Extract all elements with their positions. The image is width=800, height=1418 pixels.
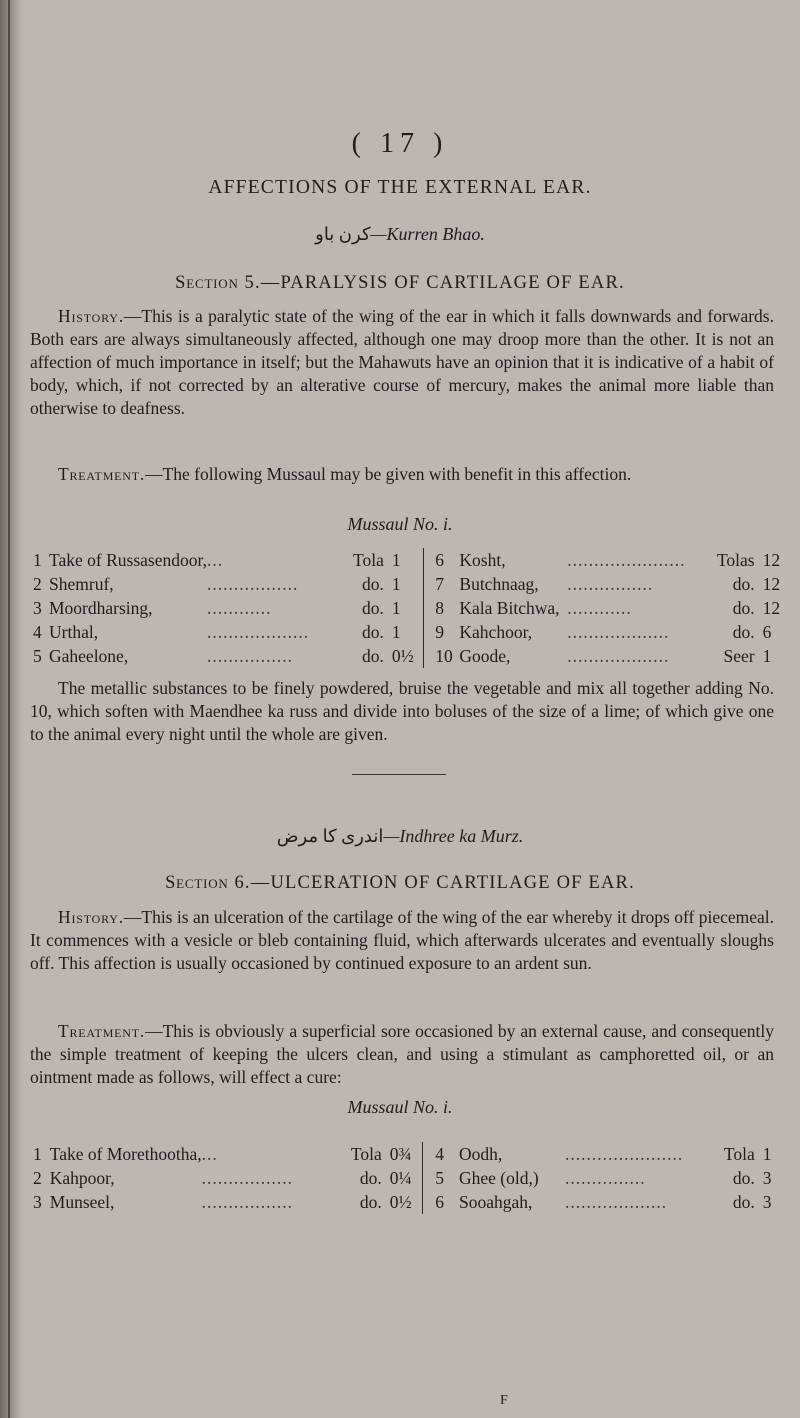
leader-dots: ... — [206, 549, 224, 570]
ingredient-number: 3 — [33, 597, 42, 618]
ingredient-quantity: 0½ — [389, 1191, 412, 1212]
ingredient-quantity: 3 — [762, 1191, 772, 1212]
leader-dots: ...................... — [567, 549, 686, 570]
ingredient-unit: do. — [362, 597, 384, 618]
column-divider — [424, 548, 435, 572]
leader-dots: ... — [201, 1143, 218, 1164]
ingredient-number: 5 — [33, 645, 42, 666]
ingredient-quantity: 3 — [762, 1167, 772, 1188]
ingredient-unit: do. — [359, 1167, 382, 1188]
ingredient-number: 2 — [33, 573, 42, 594]
ingredient-number: 9 — [435, 621, 444, 642]
ingredient-unit: do. — [732, 621, 755, 642]
ingredient-number: 6 — [435, 549, 444, 570]
ingredient-number: 4 — [435, 1143, 445, 1164]
leader-dots: ............ — [206, 597, 272, 618]
section6-treatment-label: Treatment. — [58, 1021, 146, 1041]
leader-dots: ................... — [567, 621, 670, 642]
ingredient-number: 1 — [33, 549, 42, 570]
leader-dots: ................. — [201, 1167, 293, 1188]
leader-dots: ................ — [567, 573, 654, 594]
leader-dots: ................. — [201, 1191, 293, 1212]
ingredient-quantity: 12 — [762, 549, 781, 570]
ingredient-number: 8 — [435, 597, 444, 618]
recipe-row — [33, 1190, 790, 1214]
ingredient-unit: do. — [732, 1191, 755, 1212]
ingredient-name: Kahpoor, — [49, 1167, 115, 1188]
section6-history-text: —This is an ulceration of the cartilage of the wing of the ear whereby it drops off piecemeal. It commences with a vesicle or bleb containing fluid, which afterwards ulcerates and eventually sloughs off. This affection is usually occasioned by continued exposure to an ardent sun. — [30, 907, 774, 973]
ingredient-number: 4 — [33, 621, 42, 642]
ingredient-unit: Tola — [350, 1143, 382, 1164]
ingredient-quantity: 12 — [762, 597, 781, 618]
ingredient-name: Take of Morethootha, — [49, 1143, 202, 1164]
section6-history — [30, 906, 774, 975]
ingredient-name: Gaheelone, — [49, 645, 129, 666]
ingredient-unit: Tola — [723, 1143, 755, 1164]
column-divider — [423, 1166, 436, 1190]
leader-dots: ................... — [567, 645, 670, 666]
ingredient-number: 3 — [33, 1191, 42, 1212]
ingredient-number: 1 — [33, 1143, 42, 1164]
page-content — [30, 0, 790, 1418]
section6-treatment — [30, 1020, 774, 1089]
section5-treatment-text: —The following Mussaul may be given with benefit in this affection. — [145, 464, 632, 484]
ingredient-name: Goode, — [459, 645, 511, 666]
section6-vernacular-translit: —Indhree ka Murz. — [383, 826, 524, 846]
recipe-row — [33, 620, 790, 644]
section5-vernacular-native: کرن باو — [315, 224, 371, 244]
leader-dots: ................ — [206, 645, 293, 666]
section5-treatment-label: Treatment. — [58, 464, 146, 484]
section6-title-rest: 6.—ULCERATION OF CARTILAGE OF EAR. — [234, 873, 635, 893]
ingredient-unit: do. — [732, 1167, 755, 1188]
section6-recipe-title: Mussaul No. i. — [347, 1097, 453, 1117]
recipe-row — [33, 572, 790, 596]
section6-treatment-text: —This is obviously a superficial sore occasioned by an external cause, and consequently the simple treatment of keeping the ulcers clean, and using a stimulant as camphoretted oil, or an ointment made as follows, will effect a cure: — [30, 1021, 774, 1087]
ingredient-number: 5 — [435, 1167, 445, 1188]
leader-dots: ............ — [567, 597, 632, 618]
ingredient-quantity: 1 — [391, 597, 401, 618]
section6-title-word: Section — [165, 873, 229, 893]
leader-dots: ................... — [206, 621, 310, 642]
page-binding-shadow — [0, 0, 22, 1418]
chapter-title: AFFECTIONS OF THE EXTERNAL EAR. — [208, 177, 592, 198]
ingredient-unit: Seer — [723, 645, 755, 666]
ingredient-unit: do. — [732, 597, 755, 618]
ingredient-name: Ghee (old,) — [459, 1167, 539, 1188]
column-divider — [424, 644, 435, 668]
page-edge-line — [8, 0, 10, 1418]
leader-dots: ................. — [206, 573, 299, 594]
ingredient-name: Take of Russasendoor, — [49, 549, 207, 570]
section6-history-label: History. — [58, 907, 124, 927]
ingredient-name: Sooahgah, — [459, 1191, 533, 1212]
section5-directions: The metallic substances to be finely powdered, bruise the vegetable and mix all together adding No. 10, which soften with Maendhee ka russ and divide into boluses of the size of a lime; of which give one to the animal every night until the whole are given. — [30, 678, 774, 744]
ingredient-name: Oodh, — [459, 1143, 503, 1164]
section6-title — [30, 873, 770, 894]
ingredient-quantity: 1 — [762, 645, 772, 666]
section5-title-rest: 5.—PARALYSIS OF CARTILAGE OF EAR. — [244, 273, 625, 293]
section6-vernacular — [30, 826, 770, 847]
ingredient-name: Kosht, — [459, 549, 506, 570]
ingredient-unit: do. — [362, 621, 384, 642]
ingredient-quantity: 1 — [391, 573, 401, 594]
ingredient-name: Kahchoor, — [459, 621, 533, 642]
column-divider — [424, 596, 435, 620]
ingredient-name: Urthal, — [49, 621, 99, 642]
column-divider — [424, 620, 435, 644]
ingredient-number: 10 — [435, 645, 453, 666]
section5-title-word: Section — [175, 273, 239, 293]
ingredient-quantity: 1 — [391, 549, 401, 570]
section5-title — [30, 273, 770, 294]
section5-recipe-title: Mussaul No. i. — [347, 514, 453, 534]
section-divider — [352, 774, 446, 775]
column-divider — [423, 1190, 436, 1214]
leader-dots: ............... — [564, 1167, 646, 1188]
ingredient-quantity: 12 — [762, 573, 781, 594]
leader-dots: ...................... — [564, 1143, 684, 1164]
ingredient-unit: do. — [359, 1191, 382, 1212]
ingredient-unit: Tolas — [716, 549, 755, 570]
section5-history-label: History. — [58, 306, 124, 326]
ingredient-quantity: 6 — [762, 621, 772, 642]
ingredient-name: Moordharsing, — [49, 597, 153, 618]
ingredient-quantity: 0¼ — [389, 1167, 412, 1188]
section5-recipe-table — [33, 548, 790, 668]
recipe-row — [33, 548, 790, 572]
column-divider — [424, 572, 435, 596]
ingredient-name: Munseel, — [49, 1191, 115, 1212]
section5-vernacular — [30, 224, 770, 245]
section5-history — [30, 305, 774, 420]
page-number: ( 17 ) — [351, 128, 449, 159]
ingredient-number: 2 — [33, 1167, 42, 1188]
ingredient-quantity: 1 — [762, 1143, 772, 1164]
ingredient-quantity: 0¾ — [389, 1143, 412, 1164]
leader-dots: ................... — [564, 1191, 668, 1212]
ingredient-unit: do. — [362, 573, 384, 594]
recipe-row — [33, 1142, 790, 1166]
signature-mark: F — [500, 1393, 509, 1408]
recipe-row — [33, 596, 790, 620]
ingredient-quantity: 1 — [391, 621, 401, 642]
ingredient-number: 6 — [435, 1191, 445, 1212]
ingredient-name: Butchnaag, — [459, 573, 539, 594]
ingredient-unit: do. — [362, 645, 384, 666]
ingredient-name: Kala Bitchwa, — [459, 597, 560, 618]
section5-history-text: —This is a paralytic state of the wing of the ear in which it falls downwards and forwards. Both ears are always simultaneously affected, although one may droop more than the other. It is not an affection of much importance in itself; but the Mahawuts have an opinion that it is indicative of a habit of body, which, if not corrected by an alterative course of mercury, makes the animal more liable than otherwise to deafness. — [30, 306, 774, 418]
section5-vernacular-translit: —Kurren Bhao. — [370, 224, 485, 244]
ingredient-quantity: 0½ — [391, 645, 414, 666]
section6-recipe-table — [33, 1142, 790, 1214]
section5-treatment — [30, 463, 774, 486]
ingredient-number: 7 — [435, 573, 444, 594]
recipe-row — [33, 1166, 790, 1190]
ingredient-unit: do. — [732, 573, 755, 594]
ingredient-unit: Tola — [353, 549, 384, 570]
column-divider — [423, 1142, 436, 1166]
recipe-row — [33, 644, 790, 668]
ingredient-name: Shemruf, — [49, 573, 114, 594]
section6-vernacular-native: اندری کا مرض — [276, 826, 384, 846]
